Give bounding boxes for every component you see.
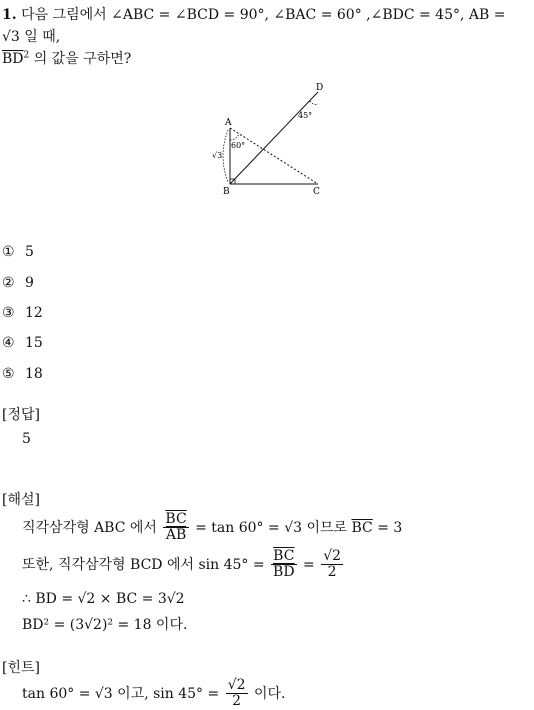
choice-5-value: 18 — [25, 366, 43, 382]
segment-bd: $\overline{BD}$ — [2, 51, 24, 67]
angle-a-arc — [230, 134, 239, 140]
label-c: C — [313, 187, 320, 197]
choice-2-value: 9 — [25, 275, 34, 291]
label-angle-d: 45° — [298, 111, 313, 120]
choice-4[interactable] — [2, 335, 43, 351]
hint-a: tan 60° = √3 이고, sin 45° = — [22, 685, 220, 702]
explanation-1c: $\overline{BC}$ — [351, 519, 373, 536]
explanation-line-4: BD² = (3√2)² = 18 이다. — [22, 617, 188, 633]
choice-2-marker: ② — [2, 275, 15, 291]
hint-frac-bot: 2 — [232, 693, 242, 710]
explanation-1-frac — [163, 512, 188, 544]
question-text-3: 의 값을 구하면? — [33, 51, 132, 67]
answer-label: [정답] — [2, 407, 40, 423]
choice-1[interactable] — [2, 244, 34, 260]
label-angle-a: 60° — [231, 141, 246, 150]
frac2-top-bc: $\overline{BC}$ — [271, 549, 297, 565]
explanation-1a: 직각삼각형 ABC 에서 — [22, 519, 157, 536]
hint-line — [22, 678, 285, 710]
side-ab-arc — [223, 130, 228, 182]
choice-3-marker: ③ — [2, 305, 15, 321]
choice-5-marker: ⑤ — [2, 366, 15, 382]
angle-d-arc — [310, 101, 318, 105]
explanation-line-1 — [22, 512, 402, 544]
choice-3-value: 12 — [25, 305, 43, 321]
explanation-line-3: ∴ BD = √2 × BC = 3√2 — [22, 591, 185, 607]
question-text-1: 다음 그림에서 ∠ABC = ∠BCD = 90°, ∠BAC = 60° ,∠BDC = 45°, AB = — [21, 7, 506, 23]
choice-2[interactable] — [2, 275, 34, 291]
choice-3[interactable] — [2, 305, 43, 321]
explanation-1b: = tan 60° = √3 이므로 — [195, 519, 348, 536]
explanation-label: [해설] — [2, 492, 40, 508]
question-number: 1. — [2, 7, 17, 23]
question-line-2 — [2, 26, 60, 46]
label-a: A — [225, 118, 232, 128]
explanation-line-2 — [22, 549, 345, 581]
choice-1-marker: ① — [2, 244, 15, 260]
label-d: D — [316, 83, 324, 93]
explanation-2-frac2 — [321, 549, 343, 581]
choice-5[interactable] — [2, 366, 43, 382]
frac3-top: √2 — [323, 548, 342, 564]
choice-4-value: 15 — [25, 335, 43, 351]
hint-label: [힌트] — [2, 660, 40, 676]
segment-bd-line — [230, 92, 318, 184]
answer-value: 5 — [22, 431, 31, 447]
segment-ac-line — [230, 128, 318, 184]
choice-1-value: 5 — [25, 244, 34, 260]
frac3-bot: 2 — [327, 564, 337, 581]
explanation-2a: 또한, 직각삼각형 BCD 에서 sin 45° = — [22, 556, 265, 573]
explanation-2-frac — [271, 549, 297, 581]
frac-top-bc: $\overline{BC}$ — [165, 511, 187, 527]
frac-bot-ab: AB — [165, 527, 187, 544]
frac2-bot-bd: BD — [273, 564, 295, 581]
question-text-2: √3 일 때, — [2, 29, 61, 45]
hint-frac-top: √2 — [227, 677, 246, 693]
explanation-1d: = 3 — [377, 519, 403, 536]
hint-frac — [226, 678, 248, 710]
choice-4-marker: ④ — [2, 335, 15, 351]
geometry-figure — [200, 80, 340, 200]
label-side-ab: √3 — [212, 151, 223, 160]
hint-b: 이다. — [253, 685, 286, 702]
question-line-1 — [2, 4, 505, 24]
question-line-3: $\overline{BD}^2$ 의 값을 구하면? — [2, 50, 132, 67]
label-b: B — [223, 187, 230, 197]
explanation-2b: = — [303, 556, 315, 573]
